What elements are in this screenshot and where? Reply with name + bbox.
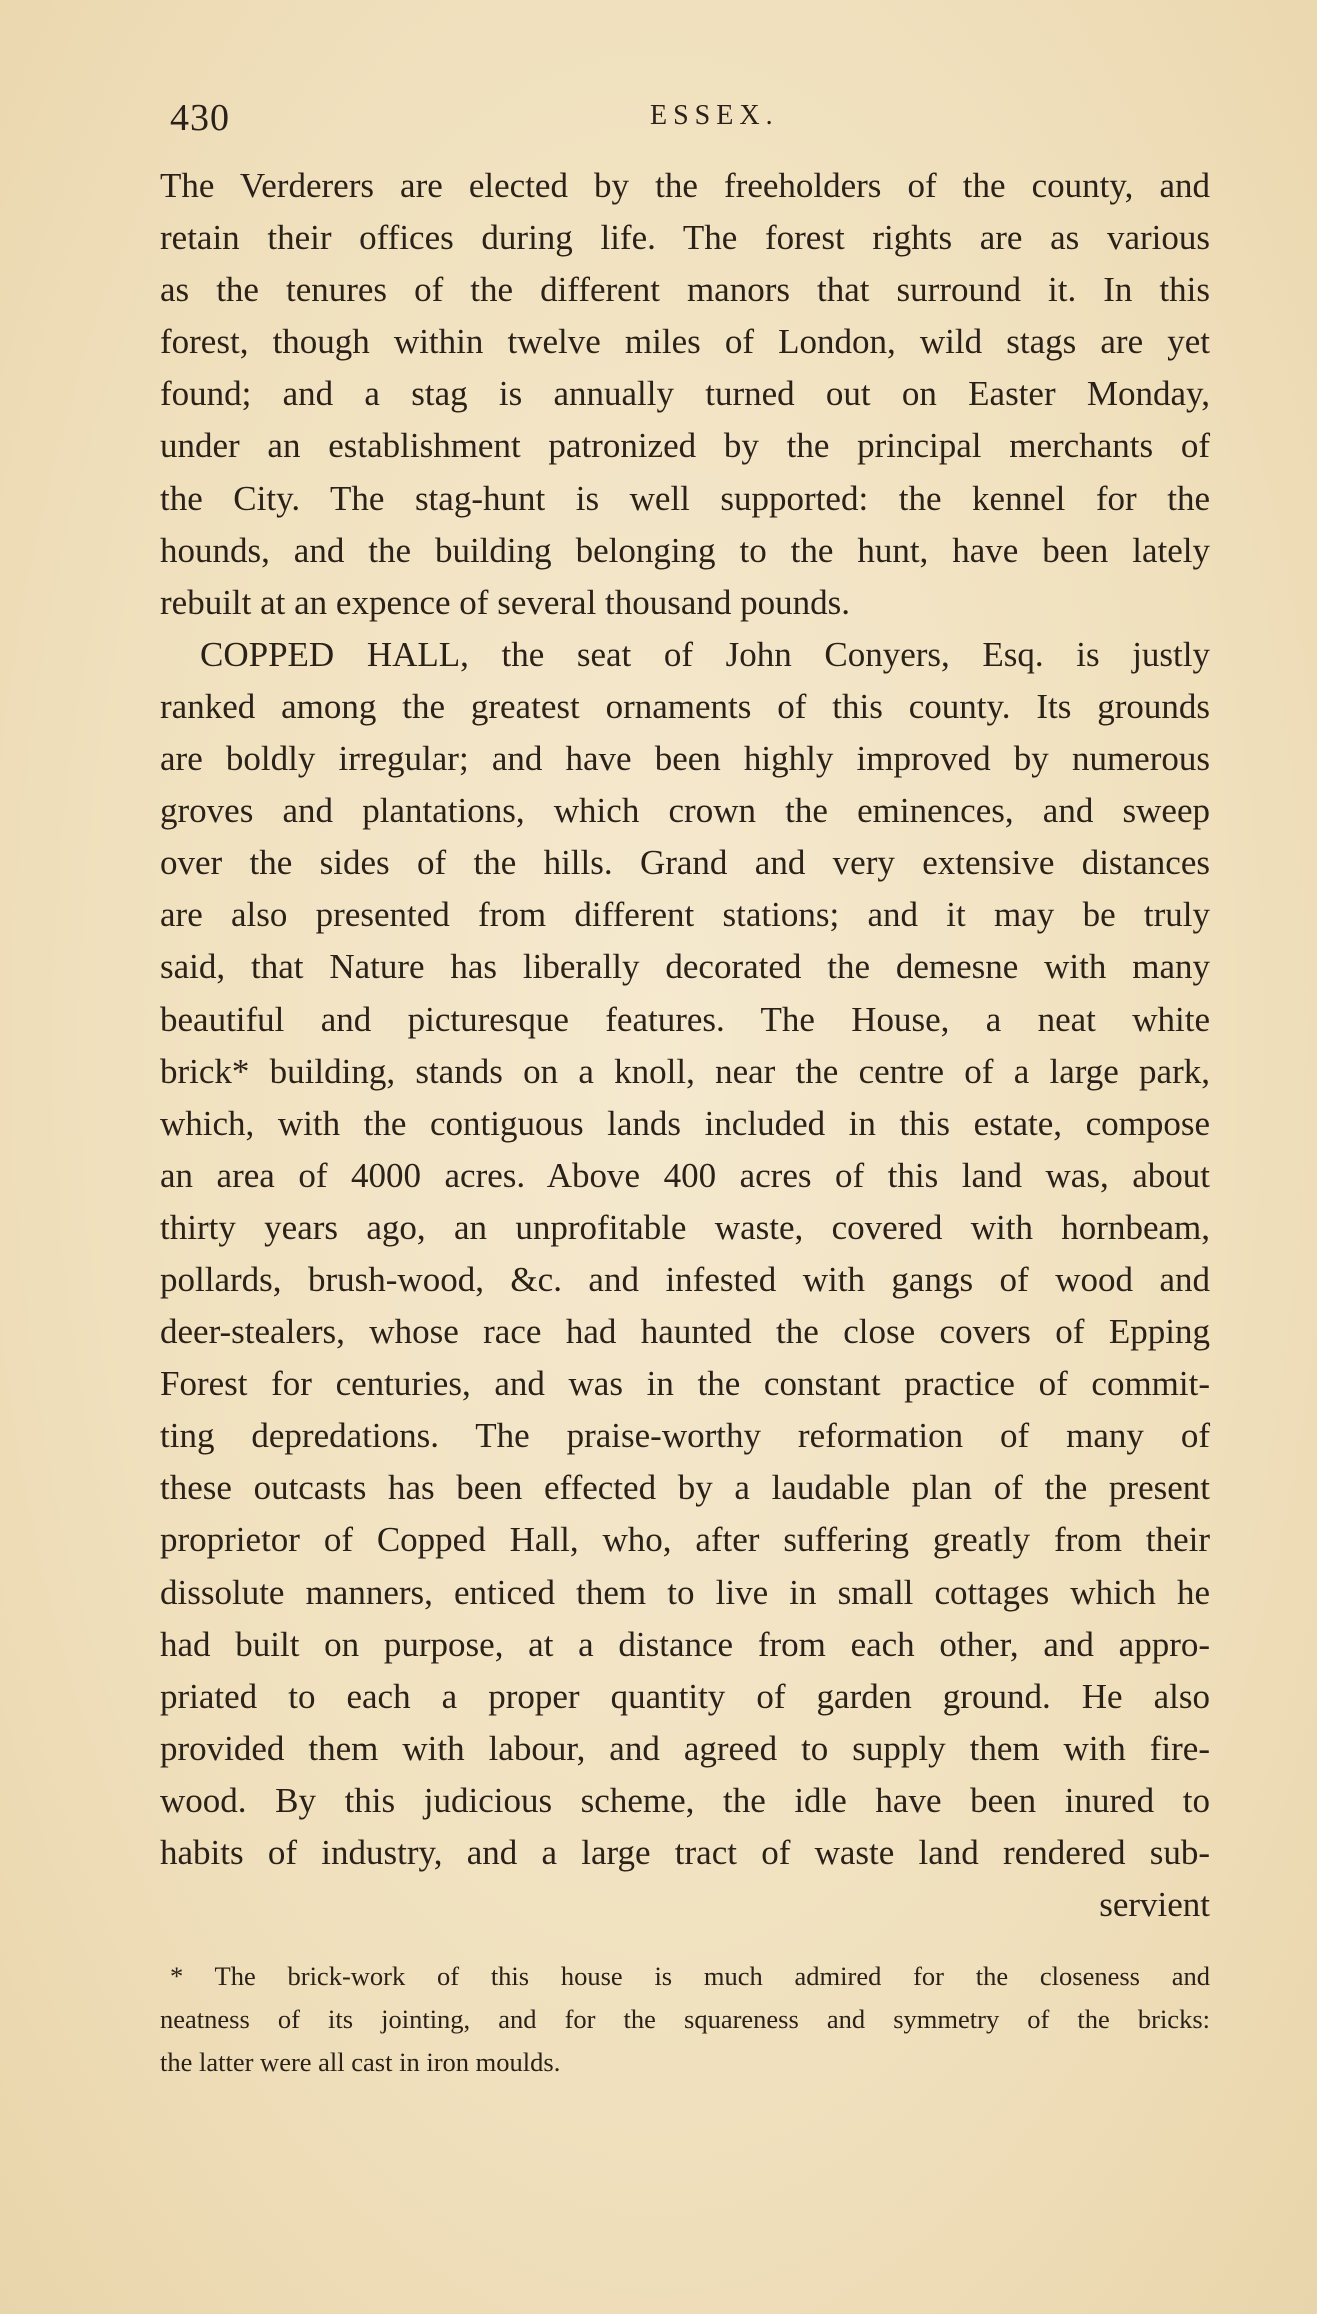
text-line: hounds, and the building belonging to the hunt, have been lately [160, 530, 1210, 570]
text-line: beautiful and picturesque features. The House, a neat white [160, 999, 1210, 1039]
text-line: The Verderers are elected by the freeholders of the county, and [160, 166, 1210, 205]
text-line: rebuilt at an expence of several thousand pounds. [160, 582, 851, 622]
text-line: dissolute manners, enticed them to live in small cottages which he [160, 1572, 1210, 1612]
text-line: groves and plantations, which crown the eminences, and sweep [160, 791, 1210, 831]
text-line: habits of industry, and a large tract of waste land rendered sub- [160, 1833, 1210, 1872]
text-line: the City. The stag-hunt is well supported: the kennel for the [160, 478, 1210, 518]
text-line: forest, though within twelve miles of London, wild stags are yet [160, 322, 1210, 362]
body-text [160, 160, 1210, 1931]
text-line: found; and a stag is annually turned out on Easter Monday, [160, 374, 1210, 414]
footnote-line: neatness of its jointing, and for the squareness and symmetry of the bricks: [160, 2004, 1210, 2034]
text-line: pollards, brush-wood, &c. and infested with gangs of wood and [160, 1259, 1210, 1299]
text-line: an area of 4000 acres. Above 400 acres of this land was, about [160, 1155, 1210, 1195]
text-line: wood. By this judicious scheme, the idle have been inured to [160, 1780, 1210, 1820]
text-line: as the tenures of the different manors that surround it. In this [160, 270, 1210, 310]
text-line: priated to each a proper quantity of garden ground. He also [160, 1676, 1210, 1716]
catchword: servient [1099, 1885, 1210, 1925]
text-line: deer-stealers, whose race had haunted the close covers of Epping [160, 1312, 1210, 1352]
text-line: are boldly irregular; and have been highly improved by numerous [160, 739, 1210, 779]
footnote-line: the latter were all cast in iron moulds. [160, 2047, 561, 2077]
page-number: 430 [170, 97, 230, 139]
text-line: thirty years ago, an unprofitable waste, covered with hornbeam, [160, 1207, 1210, 1247]
text-line: brick* building, stands on a knoll, near the centre of a large park, [160, 1051, 1210, 1091]
page-header [170, 96, 1210, 146]
text-line: had built on purpose, at a distance from each other, and appro- [160, 1624, 1210, 1664]
text-line: under an establishment patronized by the principal merchants of [160, 426, 1210, 466]
text-line: retain their offices during life. The forest rights are as various [160, 218, 1210, 258]
text-line: which, with the contiguous lands included in this estate, compose [160, 1103, 1210, 1143]
text-line: ranked among the greatest ornaments of this county. Its grounds [160, 686, 1210, 726]
text-line: COPPED HALL, the seat of John Conyers, Esq. is justly [200, 634, 1210, 674]
text-line: are also presented from different stations; and it may be truly [160, 895, 1210, 935]
text-line: these outcasts has been effected by a laudable plan of the present [160, 1468, 1210, 1508]
text-line: Forest for centuries, and was in the constant practice of commit- [160, 1364, 1210, 1404]
footnote-line: * The brick-work of this house is much admired for the closeness and [170, 1961, 1210, 1991]
footnote [160, 1955, 1210, 2084]
text-line: provided them with labour, and agreed to supply them with fire- [160, 1728, 1210, 1768]
text-line: proprietor of Copped Hall, who, after suffering greatly from their [160, 1520, 1210, 1560]
running-head: ESSEX. [650, 100, 779, 131]
text-line: said, that Nature has liberally decorated the demesne with many [160, 947, 1210, 987]
text-line: over the sides of the hills. Grand and very extensive distances [160, 843, 1210, 883]
text-line: ting depredations. The praise-worthy reformation of many of [160, 1416, 1210, 1456]
